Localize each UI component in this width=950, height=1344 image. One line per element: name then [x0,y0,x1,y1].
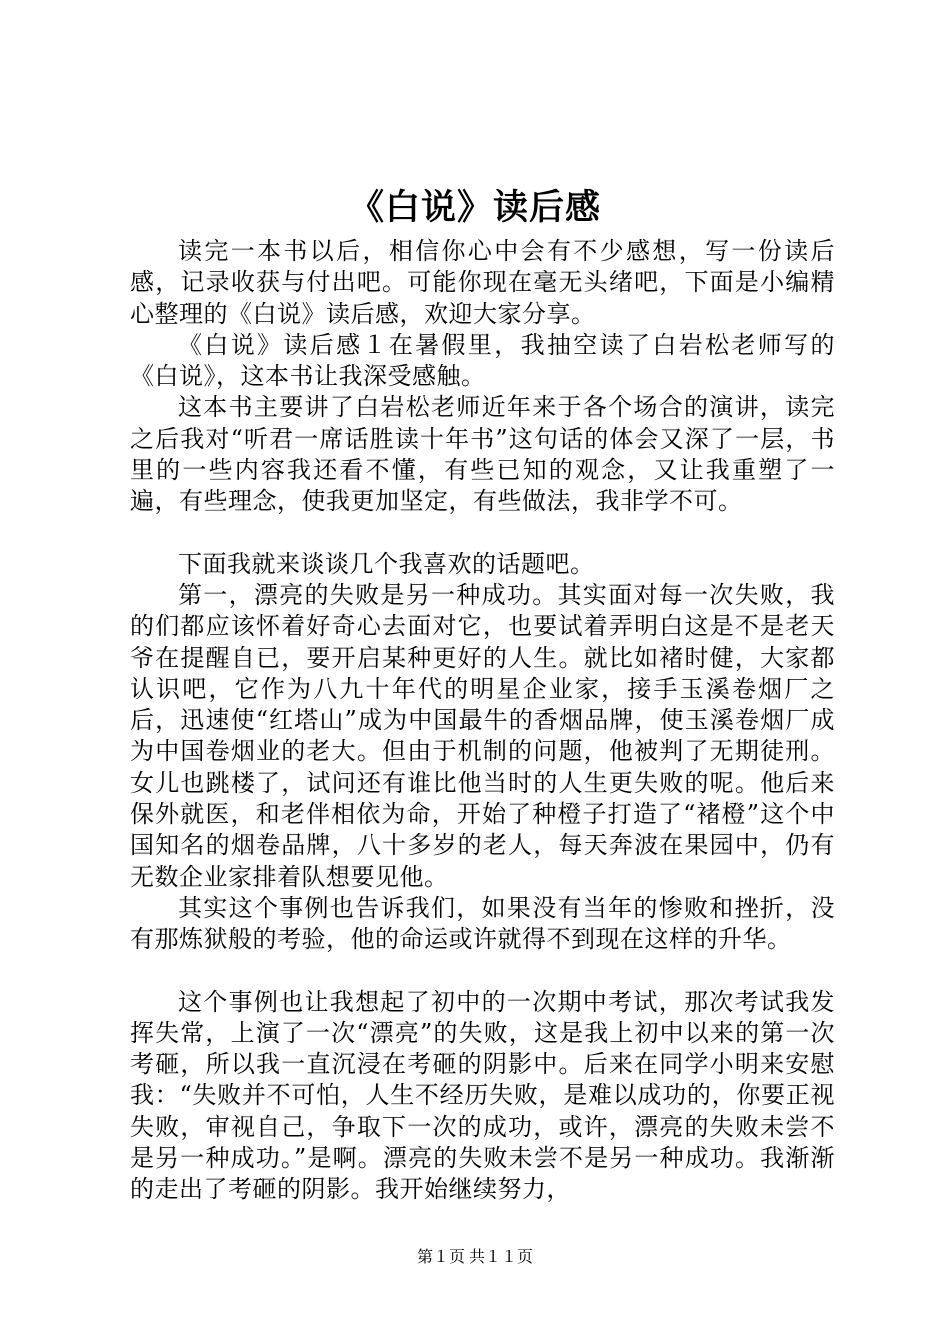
paragraph-4: 第一，漂亮的失败是另一种成功。其实面对每一次失败，我的们都应该怀着好奇心去面对它，也要试着弄明白这是不是老天爷在提醒自已，要开启某种更好的人生。就比如褚时健，大家都认识吧，它作为八九十年代的明星企业家，接手玉溪卷烟厂之后，迅速使“红塔山”成为中国最牛的香烟品牌，使玉溪卷烟厂成为中国卷烟业的老大。但由于机制的问题，他被判了无期徒刑。女儿也跳楼了，试问还有谁比他当时的人生更失败的呢。他后来保外就医，和老伴相依为命，开始了种橙子打造了“褚橙”这个中国知名的烟卷品牌，八十多岁的老人，每天奔波在果园中，仍有无数企业家排着队想要见他。 [130,580,835,891]
paragraph-5: 其实这个事例也告诉我们，如果没有当年的惨败和挫折，没有那炼狱般的考验，他的命运或许就得不到现在这样的升华。 [130,893,835,954]
document-body [130,236,835,1206]
paragraph-3: 下面我就来谈谈几个我喜欢的话题吧。 [178,549,595,578]
paragraph-intro: 读完一本书以后，相信你心中会有不少感想，写一份读后感，记录收获与付出吧。可能你现在毫无头绪吧，下面是小编精心整理的《白说》读后感，欢迎大家分享。 [130,237,835,328]
paragraph-1: 《白说》读后感１在暑假里，我抽空读了白岩松老师写的《白说》，这本书让我深受感触。 [130,330,835,391]
paragraph-2: 这本书主要讲了白岩松老师近年来于各个场合的演讲，读完之后我对“听君一席话胜读十年书”这句话的体会又深了一层，书里的一些内容我还看不懂，有些已知的观念，又让我重塑了一遍，有些理念，使我更加坚定，有些做法，我非学不可。 [130,393,835,516]
document-title: 《白说》读后感 [348,187,601,228]
paragraph-6: 这个事例也让我想起了初中的一次期中考试，那次考试我发挥失常，上演了一次“漂亮”的失败，这是我上初中以来的第一次考砸，所以我一直沉浸在考砸的阴影中。后来在同学小明来安慰我：“失败并不可怕，人生不经历失败，是难以成功的，你要正视失败，审视自己，争取下一次的成功，或许，漂亮的失败未尝不是另一种成功。”是啊。漂亮的失败未尝不是另一种成功。我渐渐的走出了考砸的阴影。我开始继续努力， [130,987,835,1204]
page-footer: 第１页 共１１页 [416,1249,533,1266]
